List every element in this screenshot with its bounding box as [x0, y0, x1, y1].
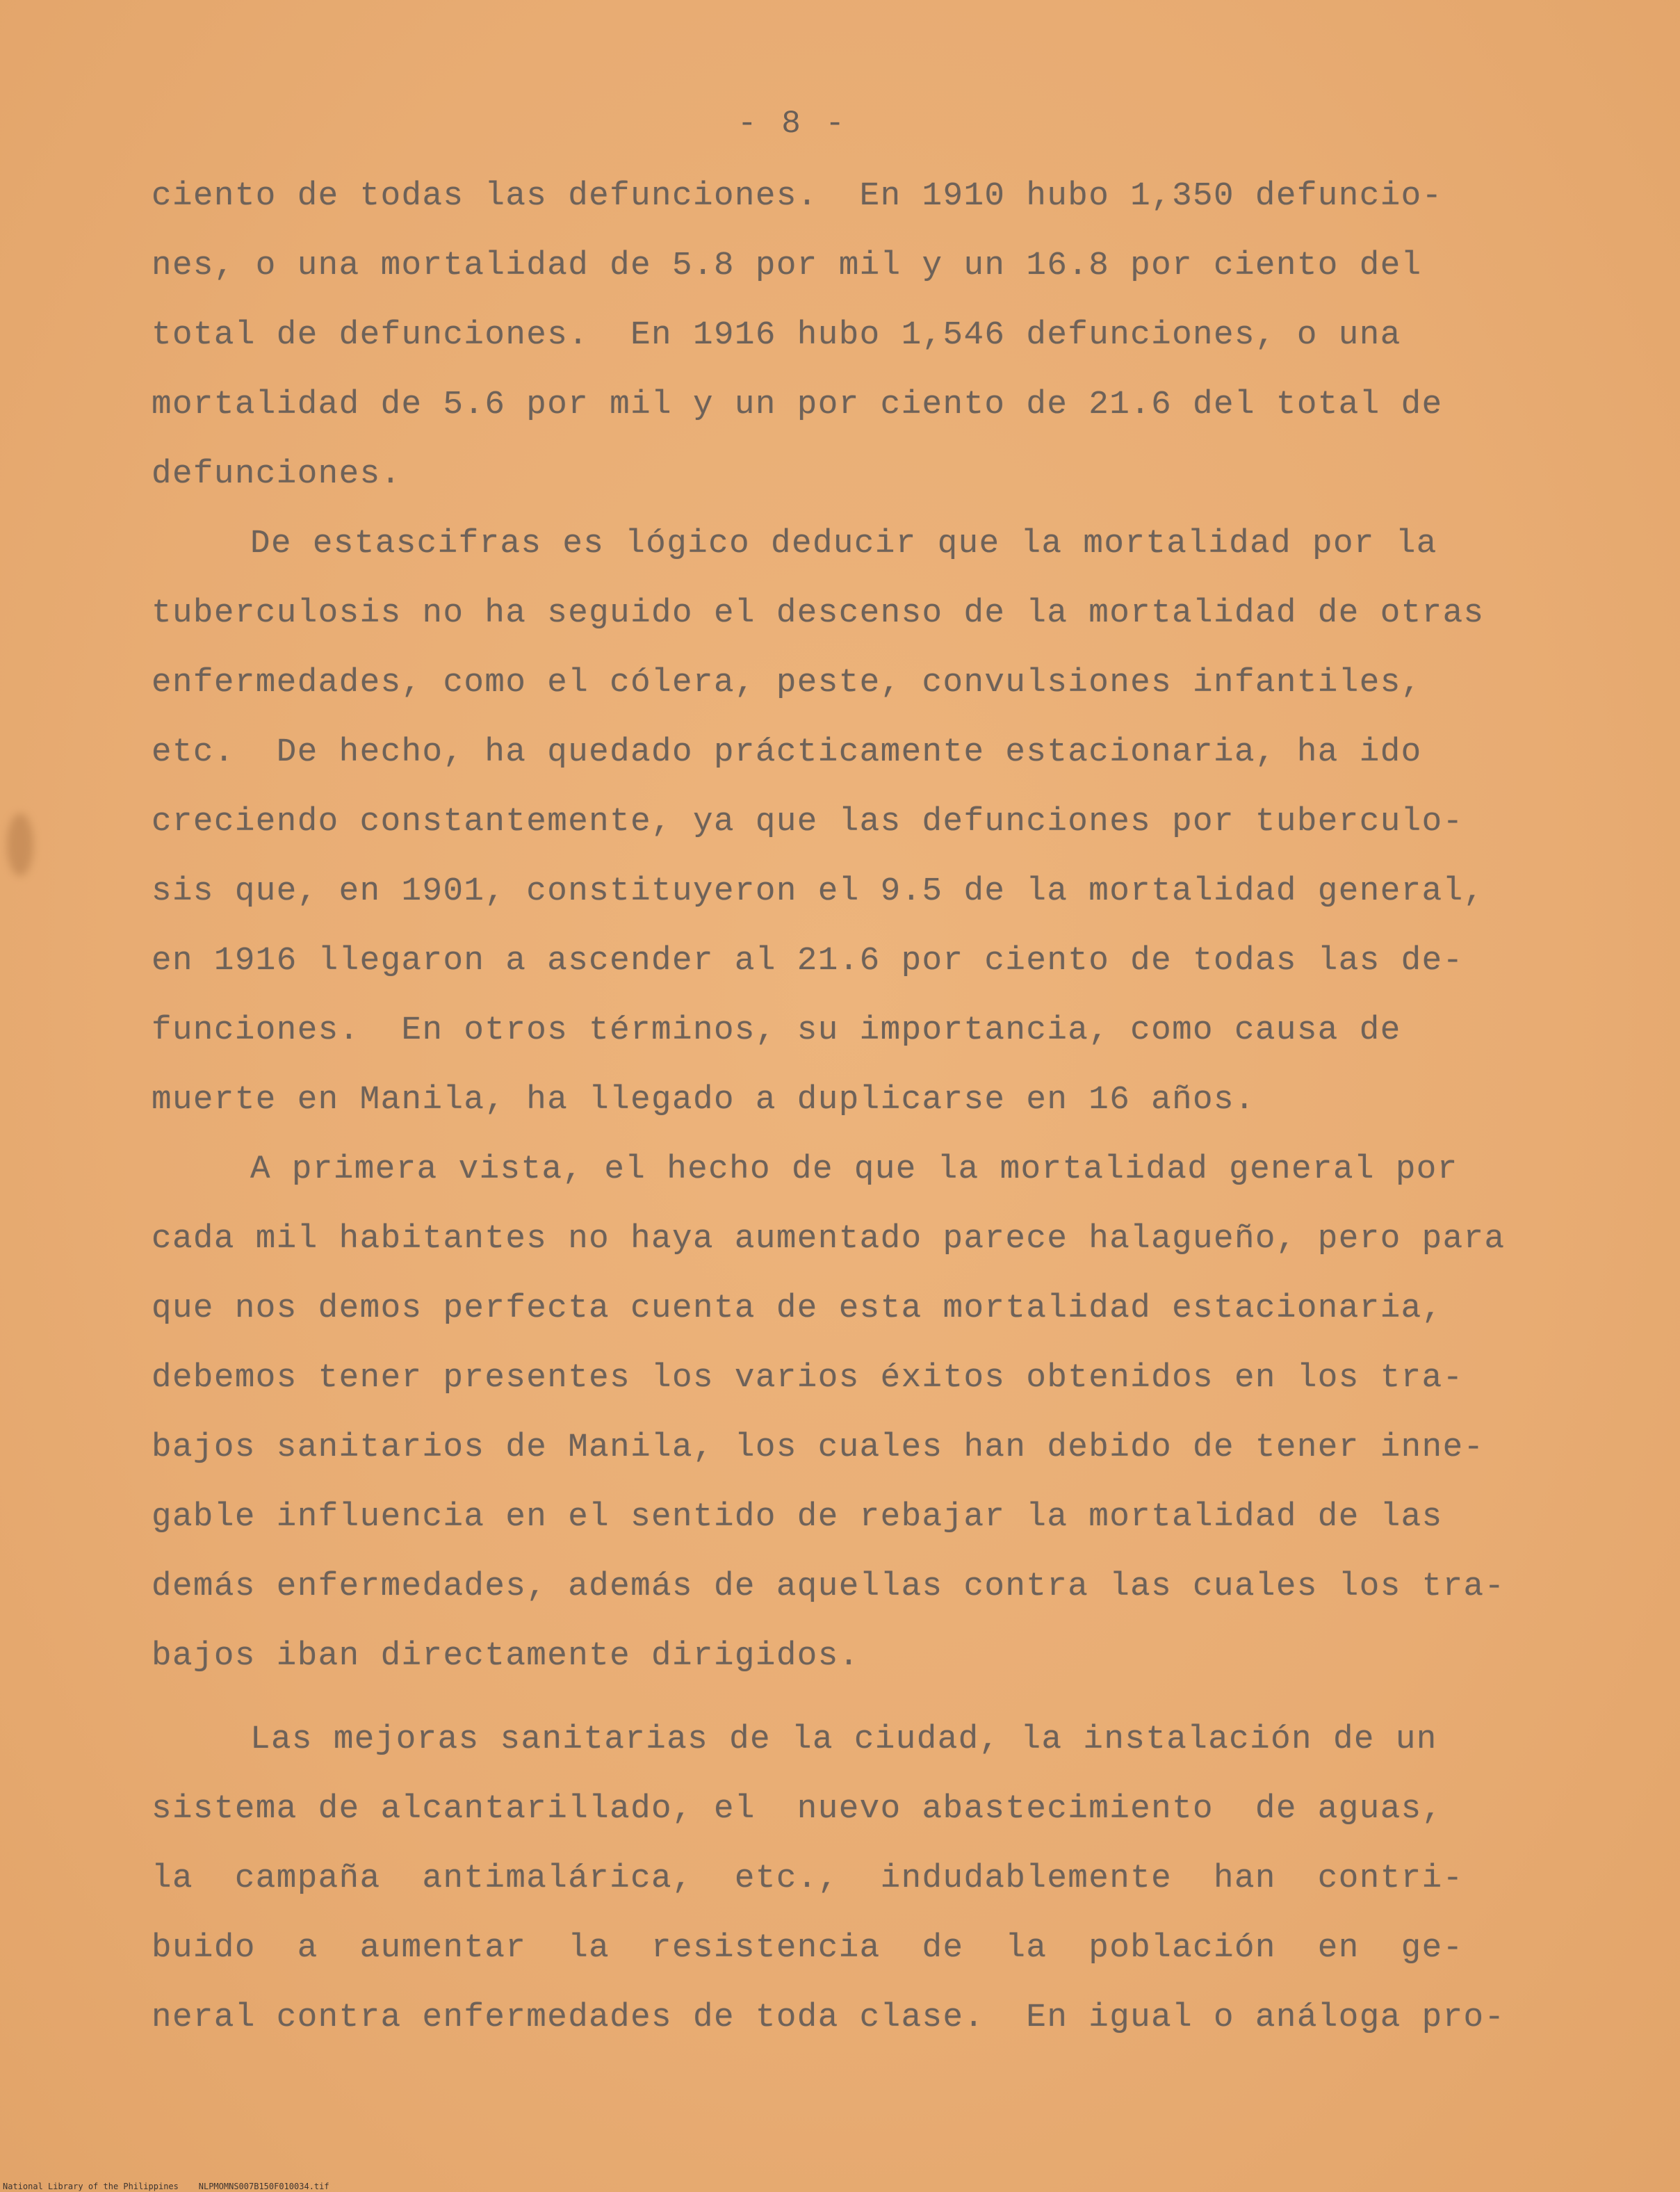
- text-line: total de defunciones. En 1916 hubo 1,546 defunciones, o una: [152, 316, 1401, 354]
- text-line: ciento de todas las defunciones. En 1910 hubo 1,350 defuncio-: [152, 177, 1443, 215]
- text-line: etc. De hecho, ha quedado prácticamente estacionaria, ha ido: [152, 733, 1422, 771]
- text-line: mortalidad de 5.6 por mil y un por ciento de 21.6 del total de: [152, 386, 1443, 423]
- text-line: buido a aumentar la resistencia de la población en ge-: [152, 1929, 1464, 1967]
- paragraph-start-line: A primera vista, el hecho de que la mortalidad general por: [250, 1151, 1458, 1188]
- text-line: en 1916 llegaron a ascender al 21.6 por ciento de todas las de-: [152, 942, 1464, 980]
- text-line: muerte en Manila, ha llegado a duplicarse en 16 años.: [152, 1081, 1255, 1119]
- page-number: - 8 -: [737, 106, 848, 142]
- text-line: defunciones.: [152, 455, 402, 493]
- text-line: tuberculosis no ha seguido el descenso de la mortalidad de otras: [152, 594, 1485, 632]
- text-line: demás enfermedades, además de aquellas contra las cuales los tra-: [152, 1568, 1506, 1605]
- text-line: gable influencia en el sentido de rebajar la mortalidad de las: [152, 1498, 1443, 1536]
- text-line: neral contra enfermedades de toda clase. En igual o análoga pro-: [152, 1999, 1506, 2036]
- text-line: cada mil habitantes no haya aumentado parece halagueño, pero para: [152, 1220, 1506, 1258]
- text-line: sis que, en 1901, constituyeron el 9.5 de la mortalidad general,: [152, 872, 1485, 910]
- text-line: la campaña antimalárica, etc., indudablemente han contri-: [152, 1860, 1464, 1897]
- text-line: que nos demos perfecta cuenta de esta mortalidad estacionaria,: [152, 1290, 1443, 1327]
- paper-stain: [7, 813, 33, 876]
- text-line: nes, o una mortalidad de 5.8 por mil y un 16.8 por ciento del: [152, 247, 1422, 284]
- text-line: debemos tener presentes los varios éxitos obtenidos en los tra-: [152, 1359, 1464, 1397]
- text-line: sistema de alcantarillado, el nuevo abastecimiento de aguas,: [152, 1790, 1443, 1828]
- text-line: enfermedades, como el cólera, peste, convulsiones infantiles,: [152, 664, 1422, 701]
- text-line: funciones. En otros términos, su importancia, como causa de: [152, 1012, 1401, 1049]
- paragraph-start-line: Las mejoras sanitarias de la ciudad, la instalación de un: [250, 1721, 1437, 1758]
- archive-footer: National Library of the Philippines NLPMOMNS007B150F010034.tif: [3, 2182, 329, 2191]
- paragraph-start-line: De estascifras es lógico deducir que la mortalidad por la: [250, 525, 1437, 562]
- text-line: bajos sanitarios de Manila, los cuales han debido de tener inne-: [152, 1429, 1485, 1466]
- text-line: creciendo constantemente, ya que las defunciones por tuberculo-: [152, 803, 1464, 841]
- text-line: bajos iban directamente dirigidos.: [152, 1637, 860, 1675]
